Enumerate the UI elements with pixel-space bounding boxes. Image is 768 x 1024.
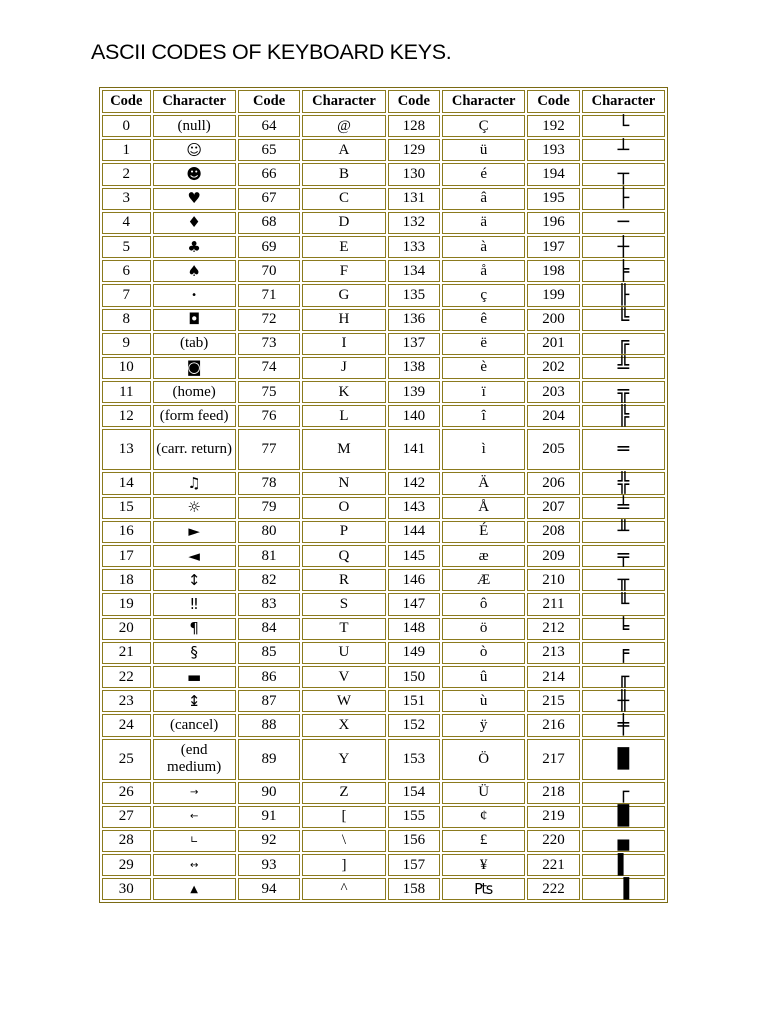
character-cell: E [302, 236, 385, 258]
character-cell: â [442, 188, 525, 210]
character-cell: M [302, 429, 385, 470]
code-cell: 79 [238, 497, 301, 519]
character-cell: ╙ [582, 593, 665, 615]
code-cell: 220 [527, 830, 580, 852]
code-cell: 12 [102, 405, 151, 427]
character-cell: ╔ [582, 333, 665, 355]
character-cell: ¶ [153, 618, 236, 640]
code-cell: 29 [102, 854, 151, 876]
code-cell: 211 [527, 593, 580, 615]
code-cell: 74 [238, 357, 301, 379]
table-row [102, 236, 665, 258]
code-cell: 76 [238, 405, 301, 427]
table-row [102, 618, 665, 640]
code-cell: 69 [238, 236, 301, 258]
code-cell: 198 [527, 260, 580, 282]
character-cell: ö [442, 618, 525, 640]
character-cell: ▄ [582, 830, 665, 852]
code-cell: 93 [238, 854, 301, 876]
code-cell: 83 [238, 593, 301, 615]
character-cell: V [302, 666, 385, 688]
character-cell: ^ [302, 878, 385, 900]
character-cell: (home) [153, 381, 236, 403]
character-cell: T [302, 618, 385, 640]
code-cell: 129 [388, 139, 441, 161]
character-cell: ┬ [582, 163, 665, 185]
character-cell: └ [582, 115, 665, 137]
character-cell: █ [582, 739, 665, 780]
character-cell: ╬ [582, 472, 665, 494]
code-cell: 25 [102, 739, 151, 780]
character-cell: (carr. return) [153, 429, 236, 470]
character-cell: ← [153, 806, 236, 828]
code-cell: 7 [102, 284, 151, 306]
table-row [102, 521, 665, 543]
character-cell: ╒ [582, 642, 665, 664]
character-cell: ◙ [153, 357, 236, 379]
table-row [102, 666, 665, 688]
page-title: ASCII CODES OF KEYBOARD KEYS. [91, 40, 452, 64]
code-cell: 141 [388, 429, 441, 470]
character-cell: ☺ [153, 139, 236, 161]
code-cell: 215 [527, 690, 580, 712]
table-row [102, 739, 665, 780]
code-cell: 22 [102, 666, 151, 688]
code-cell: 207 [527, 497, 580, 519]
code-cell: 138 [388, 357, 441, 379]
code-cell: 72 [238, 309, 301, 331]
character-cell: (tab) [153, 333, 236, 355]
character-cell: ä [442, 212, 525, 234]
character-cell: [ [302, 806, 385, 828]
character-cell: ◘ [153, 309, 236, 331]
character-cell: à [442, 236, 525, 258]
table-row [102, 188, 665, 210]
code-cell: 199 [527, 284, 580, 306]
character-cell: W [302, 690, 385, 712]
table-row [102, 782, 665, 804]
table-row [102, 472, 665, 494]
col-header-character: Character [442, 90, 525, 113]
code-cell: 2 [102, 163, 151, 185]
code-cell: 156 [388, 830, 441, 852]
code-cell: 90 [238, 782, 301, 804]
code-cell: 192 [527, 115, 580, 137]
character-cell: F [302, 260, 385, 282]
character-cell: ╤ [582, 545, 665, 567]
character-cell: P [302, 521, 385, 543]
character-cell: ╪ [582, 714, 665, 736]
code-cell: 5 [102, 236, 151, 258]
code-cell: 210 [527, 569, 580, 591]
character-cell: æ [442, 545, 525, 567]
character-cell: U [302, 642, 385, 664]
character-cell: ∟ [153, 830, 236, 852]
character-cell: H [302, 309, 385, 331]
code-cell: 78 [238, 472, 301, 494]
character-cell: å [442, 260, 525, 282]
character-cell: ╓ [582, 666, 665, 688]
table-row [102, 405, 665, 427]
table-row [102, 333, 665, 355]
code-cell: 204 [527, 405, 580, 427]
code-cell: 137 [388, 333, 441, 355]
table-row [102, 806, 665, 828]
code-cell: 145 [388, 545, 441, 567]
character-cell: S [302, 593, 385, 615]
code-cell: 151 [388, 690, 441, 712]
character-cell: ♫ [153, 472, 236, 494]
character-cell: ♣ [153, 236, 236, 258]
character-cell: ▬ [153, 666, 236, 688]
code-cell: 94 [238, 878, 301, 900]
code-cell: 193 [527, 139, 580, 161]
code-cell: 28 [102, 830, 151, 852]
character-cell: ê [442, 309, 525, 331]
character-cell: ♠ [153, 260, 236, 282]
character-cell: Ü [442, 782, 525, 804]
character-cell: ü [442, 139, 525, 161]
code-cell: 3 [102, 188, 151, 210]
code-cell: 16 [102, 521, 151, 543]
character-cell: (null) [153, 115, 236, 137]
table-row [102, 284, 665, 306]
code-cell: 75 [238, 381, 301, 403]
col-header-code: Code [102, 90, 151, 113]
code-cell: 85 [238, 642, 301, 664]
code-cell: 149 [388, 642, 441, 664]
character-cell: ╟ [582, 284, 665, 306]
code-cell: 10 [102, 357, 151, 379]
code-cell: 217 [527, 739, 580, 780]
character-cell: ╞ [582, 260, 665, 282]
character-cell: @ [302, 115, 385, 137]
code-cell: 155 [388, 806, 441, 828]
code-cell: 153 [388, 739, 441, 780]
code-cell: 86 [238, 666, 301, 688]
code-cell: 4 [102, 212, 151, 234]
character-cell: Z [302, 782, 385, 804]
character-cell: ▐ [582, 878, 665, 900]
code-cell: 196 [527, 212, 580, 234]
character-cell: ₧ [442, 878, 525, 900]
character-cell: R [302, 569, 385, 591]
code-cell: 87 [238, 690, 301, 712]
character-cell: (end medium) [153, 739, 236, 780]
code-cell: 194 [527, 163, 580, 185]
code-cell: 19 [102, 593, 151, 615]
character-cell: Å [442, 497, 525, 519]
character-cell: ╨ [582, 521, 665, 543]
character-cell: ÿ [442, 714, 525, 736]
table-row [102, 260, 665, 282]
col-header-code: Code [527, 90, 580, 113]
character-cell: D [302, 212, 385, 234]
code-cell: 157 [388, 854, 441, 876]
character-cell: ╥ [582, 569, 665, 591]
character-cell: J [302, 357, 385, 379]
code-cell: 89 [238, 739, 301, 780]
character-cell: ╠ [582, 405, 665, 427]
table-row [102, 878, 665, 900]
character-cell: G [302, 284, 385, 306]
code-cell: 221 [527, 854, 580, 876]
code-cell: 209 [527, 545, 580, 567]
code-cell: 140 [388, 405, 441, 427]
character-cell: î [442, 405, 525, 427]
character-cell: ◄ [153, 545, 236, 567]
character-cell: ↔ [153, 854, 236, 876]
character-cell: N [302, 472, 385, 494]
character-cell: Ä [442, 472, 525, 494]
character-cell: • [153, 284, 236, 306]
character-cell: K [302, 381, 385, 403]
character-cell: ┌ [582, 782, 665, 804]
code-cell: 84 [238, 618, 301, 640]
table-row [102, 429, 665, 470]
character-cell: è [442, 357, 525, 379]
code-cell: 148 [388, 618, 441, 640]
code-cell: 128 [388, 115, 441, 137]
table-row [102, 139, 665, 161]
code-cell: 80 [238, 521, 301, 543]
code-cell: 13 [102, 429, 151, 470]
table-row [102, 357, 665, 379]
character-cell: (form feed) [153, 405, 236, 427]
table-row [102, 714, 665, 736]
code-cell: 1 [102, 139, 151, 161]
code-cell: 212 [527, 618, 580, 640]
code-cell: 68 [238, 212, 301, 234]
character-cell: ├ [582, 188, 665, 210]
code-cell: 158 [388, 878, 441, 900]
character-cell: C [302, 188, 385, 210]
code-cell: 203 [527, 381, 580, 403]
code-cell: 146 [388, 569, 441, 591]
character-cell: § [153, 642, 236, 664]
code-cell: 9 [102, 333, 151, 355]
code-cell: 143 [388, 497, 441, 519]
character-cell: ì [442, 429, 525, 470]
character-cell: → [153, 782, 236, 804]
code-cell: 73 [238, 333, 301, 355]
character-cell: ï [442, 381, 525, 403]
table-row [102, 854, 665, 876]
code-cell: 142 [388, 472, 441, 494]
code-cell: 197 [527, 236, 580, 258]
character-cell: Y [302, 739, 385, 780]
table-row [102, 593, 665, 615]
code-cell: 136 [388, 309, 441, 331]
code-cell: 91 [238, 806, 301, 828]
character-cell: ─ [582, 212, 665, 234]
code-cell: 8 [102, 309, 151, 331]
code-cell: 92 [238, 830, 301, 852]
character-cell: û [442, 666, 525, 688]
character-cell: ↨ [153, 690, 236, 712]
table-row [102, 381, 665, 403]
table-row [102, 309, 665, 331]
table-row [102, 569, 665, 591]
table-row [102, 212, 665, 234]
code-cell: 201 [527, 333, 580, 355]
code-cell: 15 [102, 497, 151, 519]
character-cell: £ [442, 830, 525, 852]
code-cell: 65 [238, 139, 301, 161]
character-cell: ♦ [153, 212, 236, 234]
character-cell: ▲ [153, 878, 236, 900]
character-cell: ┴ [582, 139, 665, 161]
code-cell: 135 [388, 284, 441, 306]
character-cell: ¥ [442, 854, 525, 876]
code-cell: 130 [388, 163, 441, 185]
character-cell: Ç [442, 115, 525, 137]
code-cell: 21 [102, 642, 151, 664]
character-cell: Æ [442, 569, 525, 591]
character-cell: ☻ [153, 163, 236, 185]
character-cell: L [302, 405, 385, 427]
code-cell: 67 [238, 188, 301, 210]
code-cell: 206 [527, 472, 580, 494]
code-cell: 139 [388, 381, 441, 403]
character-cell: é [442, 163, 525, 185]
code-cell: 208 [527, 521, 580, 543]
character-cell: B [302, 163, 385, 185]
code-cell: 195 [527, 188, 580, 210]
character-cell: ò [442, 642, 525, 664]
character-cell: A [302, 139, 385, 161]
code-cell: 132 [388, 212, 441, 234]
character-cell: ] [302, 854, 385, 876]
character-cell: ╘ [582, 618, 665, 640]
code-cell: 81 [238, 545, 301, 567]
character-cell: ¢ [442, 806, 525, 828]
table-row [102, 115, 665, 137]
character-cell: █ [582, 806, 665, 828]
character-cell: ► [153, 521, 236, 543]
character-cell: ╧ [582, 497, 665, 519]
character-cell: ↕ [153, 569, 236, 591]
code-cell: 11 [102, 381, 151, 403]
table-row [102, 545, 665, 567]
code-cell: 216 [527, 714, 580, 736]
character-cell: ô [442, 593, 525, 615]
table-body [102, 115, 665, 900]
col-header-code: Code [388, 90, 441, 113]
code-cell: 131 [388, 188, 441, 210]
table-row [102, 642, 665, 664]
code-cell: 218 [527, 782, 580, 804]
code-cell: 27 [102, 806, 151, 828]
ascii-table [99, 87, 668, 903]
character-cell: (cancel) [153, 714, 236, 736]
character-cell: Ö [442, 739, 525, 780]
code-cell: 30 [102, 878, 151, 900]
character-cell: I [302, 333, 385, 355]
character-cell: X [302, 714, 385, 736]
code-cell: 133 [388, 236, 441, 258]
character-cell: ☼ [153, 497, 236, 519]
code-cell: 150 [388, 666, 441, 688]
code-cell: 147 [388, 593, 441, 615]
code-cell: 14 [102, 472, 151, 494]
character-cell: Q [302, 545, 385, 567]
character-cell: ╚ [582, 309, 665, 331]
character-cell: É [442, 521, 525, 543]
code-cell: 18 [102, 569, 151, 591]
character-cell: ♥ [153, 188, 236, 210]
table-row [102, 497, 665, 519]
character-cell: ë [442, 333, 525, 355]
code-cell: 66 [238, 163, 301, 185]
code-cell: 202 [527, 357, 580, 379]
character-cell: \ [302, 830, 385, 852]
code-cell: 20 [102, 618, 151, 640]
character-cell: ═ [582, 429, 665, 470]
table-row [102, 830, 665, 852]
code-cell: 70 [238, 260, 301, 282]
code-cell: 219 [527, 806, 580, 828]
character-cell: ù [442, 690, 525, 712]
code-cell: 82 [238, 569, 301, 591]
character-cell: ç [442, 284, 525, 306]
code-cell: 6 [102, 260, 151, 282]
code-cell: 134 [388, 260, 441, 282]
col-header-character: Character [302, 90, 385, 113]
code-cell: 24 [102, 714, 151, 736]
code-cell: 144 [388, 521, 441, 543]
code-cell: 213 [527, 642, 580, 664]
col-header-code: Code [238, 90, 301, 113]
code-cell: 64 [238, 115, 301, 137]
code-cell: 23 [102, 690, 151, 712]
character-cell: ╩ [582, 357, 665, 379]
code-cell: 88 [238, 714, 301, 736]
col-header-character: Character [153, 90, 236, 113]
code-cell: 77 [238, 429, 301, 470]
table-row [102, 163, 665, 185]
code-cell: 17 [102, 545, 151, 567]
code-cell: 154 [388, 782, 441, 804]
code-cell: 205 [527, 429, 580, 470]
character-cell: ╫ [582, 690, 665, 712]
code-cell: 152 [388, 714, 441, 736]
code-cell: 26 [102, 782, 151, 804]
table-row [102, 690, 665, 712]
code-cell: 214 [527, 666, 580, 688]
header-row [102, 90, 665, 113]
code-cell: 71 [238, 284, 301, 306]
col-header-character: Character [582, 90, 665, 113]
character-cell: ▌ [582, 854, 665, 876]
code-cell: 222 [527, 878, 580, 900]
character-cell: ╦ [582, 381, 665, 403]
character-cell: O [302, 497, 385, 519]
character-cell: ‼ [153, 593, 236, 615]
character-cell: ┼ [582, 236, 665, 258]
code-cell: 0 [102, 115, 151, 137]
code-cell: 200 [527, 309, 580, 331]
